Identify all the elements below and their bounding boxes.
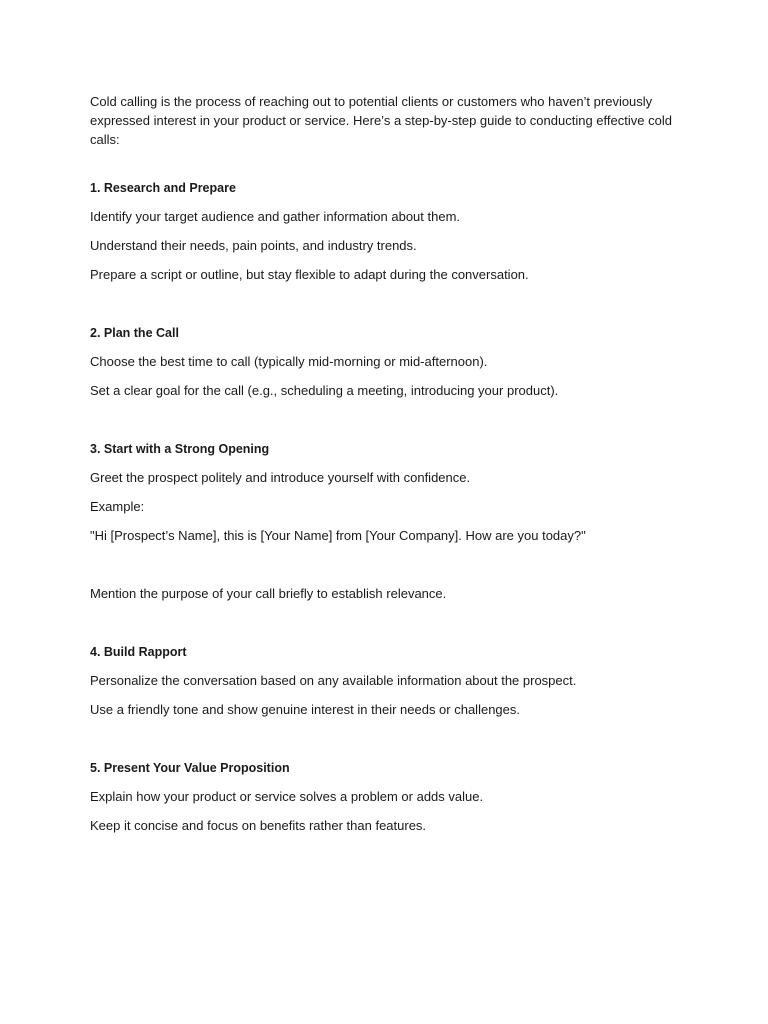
section-heading: 5. Present Your Value Proposition xyxy=(90,761,290,775)
section-paragraph: Prepare a script or outline, but stay flexible to adapt during the conversation. xyxy=(90,267,529,282)
section-paragraph: Example: xyxy=(90,499,145,514)
section-paragraph: Mention the purpose of your call briefly to establish relevance. xyxy=(90,586,447,601)
section-paragraph: Understand their needs, pain points, and industry trends. xyxy=(90,238,417,253)
section-paragraph: Keep it concise and focus on benefits rather than features. xyxy=(90,818,427,833)
intro-paragraph: Cold calling is the process of reaching out to potential clients or customers who haven’t previously expressed interest in your product or service. Here’s a step-by-step guide to conducting effective cold calls: xyxy=(90,94,672,147)
section-value-proposition xyxy=(90,759,680,835)
section-heading: 1. Research and Prepare xyxy=(90,181,236,195)
section-opening xyxy=(90,440,680,603)
section-paragraph: Identify your target audience and gather information about them. xyxy=(90,209,461,224)
example-quote: "Hi [Prospect’s Name], this is [Your Name] from [Your Company]. How are you today?" xyxy=(90,528,586,543)
section-paragraph: Explain how your product or service solves a problem or adds value. xyxy=(90,789,484,804)
section-rapport xyxy=(90,643,680,719)
section-heading: 4. Build Rapport xyxy=(90,645,187,659)
section-heading: 3. Start with a Strong Opening xyxy=(90,442,270,456)
section-paragraph: Choose the best time to call (typically mid-morning or mid-afternoon). xyxy=(90,354,488,369)
section-research xyxy=(90,179,680,284)
section-plan xyxy=(90,324,680,400)
section-paragraph: Set a clear goal for the call (e.g., scheduling a meeting, introducing your product). xyxy=(90,383,559,398)
section-heading: 2. Plan the Call xyxy=(90,326,179,340)
section-paragraph: Use a friendly tone and show genuine interest in their needs or challenges. xyxy=(90,702,520,717)
section-paragraph: Personalize the conversation based on any available information about the prospect. xyxy=(90,673,577,688)
section-paragraph: Greet the prospect politely and introduce yourself with confidence. xyxy=(90,470,471,485)
document-page xyxy=(90,92,680,846)
